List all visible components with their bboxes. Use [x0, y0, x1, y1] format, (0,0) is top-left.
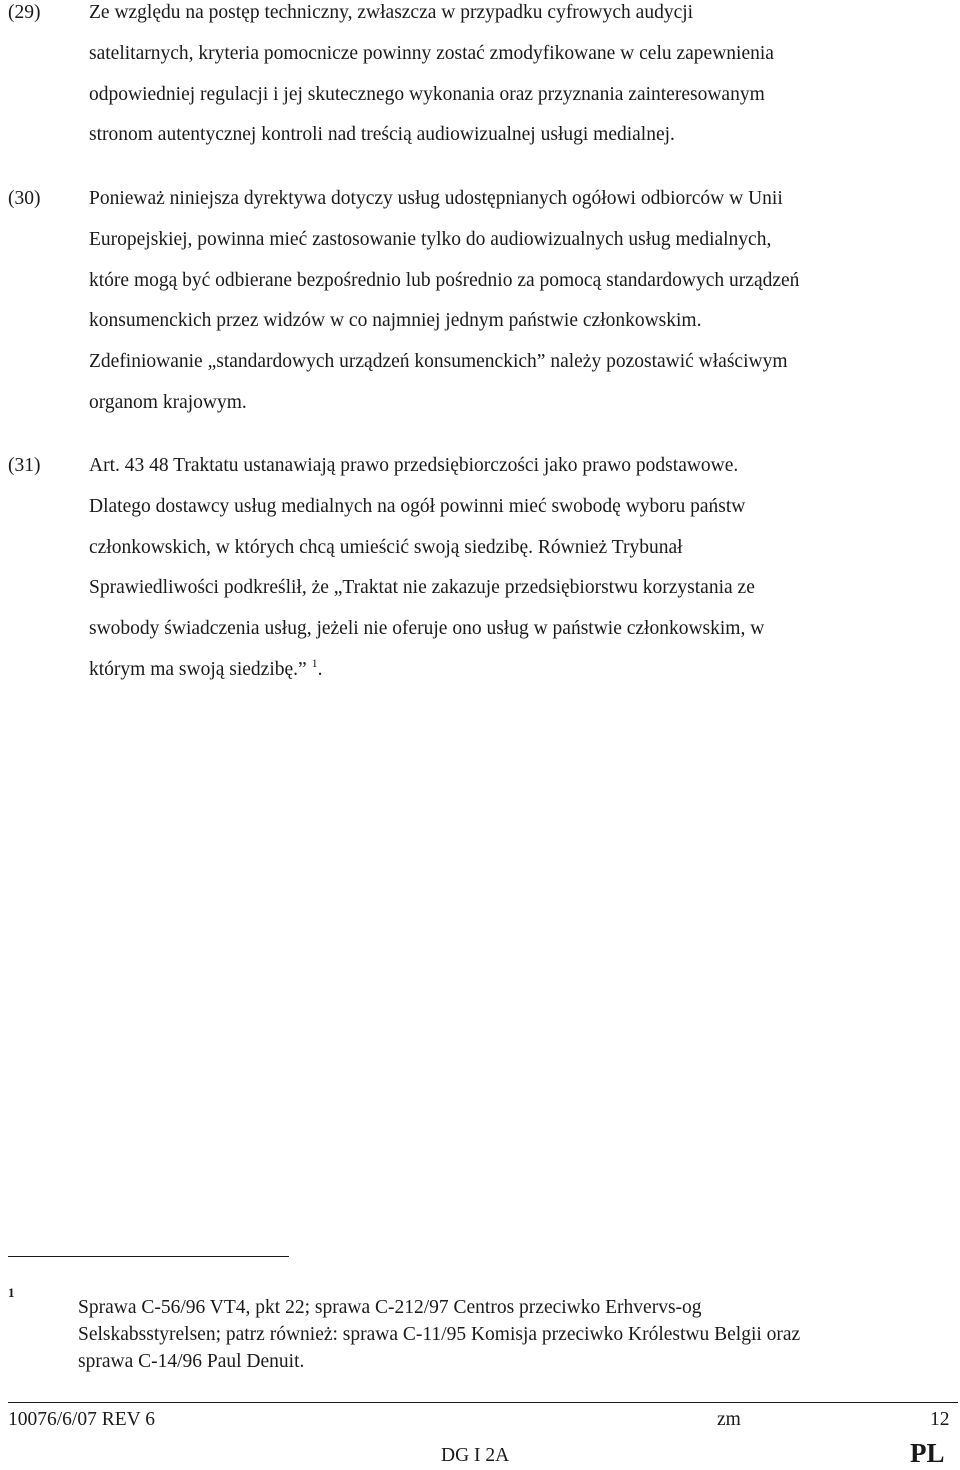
paragraph-line: konsumenckich przez widzów w co najmniej jednym państwie członkowskim. — [89, 310, 702, 332]
paragraph-number: (30) — [8, 188, 41, 209]
paragraph-line: swobody świadczenia usług, jeżeli nie oferuje ono usług w państwie członkowskim, w — [89, 618, 765, 640]
paragraph-line: satelitarnych, kryteria pomocnicze powinny zostać zmodyfikowane w celu zapewnienia — [89, 42, 774, 64]
footnote-line: Selskabsstyrelsen; patrz również: sprawa C-11/95 Komisja przeciwko Królestwu Belgii oraz — [78, 1324, 801, 1345]
paragraph-line: stronom autentycznej kontroli nad treścią audiowizualnej usługi medialnej. — [89, 124, 675, 146]
paragraph-number: (29) — [8, 2, 41, 23]
footnote-separator — [8, 1256, 289, 1257]
paragraph-line: Art. 43 48 Traktatu ustanawiają prawo przedsiębiorczości jako prawo podstawowe. — [89, 455, 739, 476]
paragraph-line: które mogą być odbierane bezpośrednio lub pośrednio za pomocą standardowych urządzeń — [89, 269, 800, 291]
sentence-end: . — [317, 659, 323, 680]
footnote-reference[interactable]: 1 — [311, 656, 318, 670]
directorate-code: DG I 2A — [441, 1445, 510, 1466]
paragraph-line: Europejskiej, powinna mieć zastosowanie tylko do audiowizualnych usług medialnych, — [89, 228, 772, 250]
paragraph-line: Zdefiniowanie „standardowych urządzeń konsumenckich” należy pozostawić właściwym — [89, 351, 788, 373]
footer-separator — [8, 1402, 958, 1403]
paragraph-line: Ze względu na postęp techniczny, zwłaszcza w przypadku cyfrowych audycji — [89, 2, 694, 23]
document-reference: 10076/6/07 REV 6 — [8, 1409, 155, 1430]
paragraph-number: (31) — [8, 455, 41, 476]
paragraph-line: Ponieważ niniejsza dyrektywa dotyczy usług udostępnianych ogółowi odbiorców w Unii — [89, 188, 783, 209]
author-initials: zm — [717, 1409, 741, 1430]
paragraph-line: Dlatego dostawcy usług medialnych na ogół powinni mieć swobodę wyboru państw — [89, 495, 746, 517]
language-code: PL — [910, 1438, 945, 1468]
paragraph-line-text: którym ma swoją siedzibę.” — [89, 659, 307, 680]
paragraph-line: organom krajowym. — [89, 392, 247, 413]
footnote-line: sprawa C-14/96 Paul Denuit. — [78, 1351, 305, 1372]
paragraph-line: członkowskich, w których chcą umieścić swoją siedzibę. Również Trybunał — [89, 536, 683, 558]
paragraph-line: Sprawiedliwości podkreślił, że „Traktat nie zakazuje przedsiębiorstwu korzystania ze — [89, 577, 755, 599]
paragraph-line-last — [89, 650, 322, 691]
footnote-line: Sprawa C-56/96 VT4, pkt 22; sprawa C-212/97 Centros przeciwko Erhvervs-og — [78, 1297, 702, 1318]
footnote-marker: 1 — [8, 1285, 15, 1300]
page-number: 12 — [930, 1409, 950, 1430]
paragraph-line: odpowiedniej regulacji i jej skutecznego wykonania oraz przyznania zainteresowanym — [89, 83, 765, 105]
